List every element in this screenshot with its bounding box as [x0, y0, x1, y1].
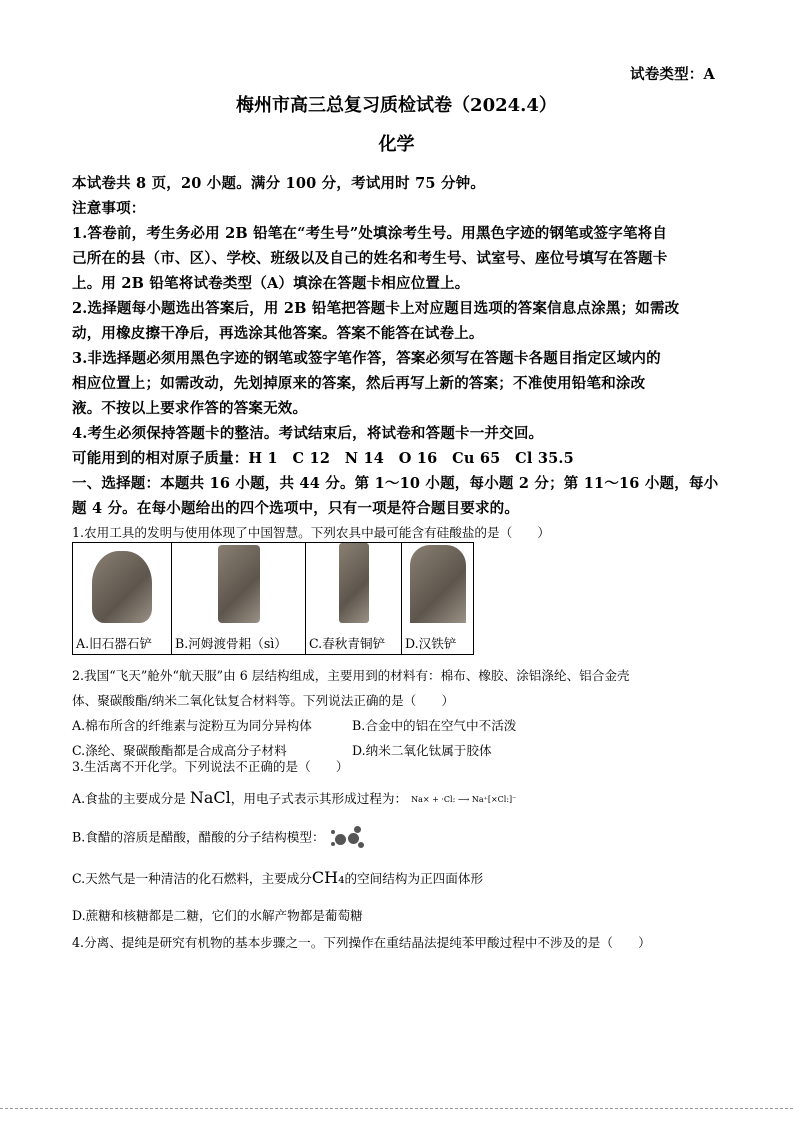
q3-option-a — [72, 788, 516, 807]
acetic-acid-model-icon — [329, 826, 389, 850]
bronze-shovel-image — [339, 543, 369, 623]
q1-option-c — [306, 543, 402, 655]
option-text: A.食盐的主要成分是 — [72, 791, 190, 806]
q3-option-d: D.蔗糖和核糖都是二糖，它们的水解产物都是葡萄糖 — [72, 908, 363, 923]
option-text: C.天然气是一种清洁的化石燃料，主要成分 — [72, 871, 312, 886]
q1-option-d — [402, 543, 474, 655]
option-text: B.食醋的溶质是醋酸，醋酸的分子结构模型： — [72, 829, 325, 845]
nacl-formula: NaCl — [189, 788, 231, 807]
q2-stem: 体、聚碳酸酯/纳米二氧化钛复合材料等。下列说法正确的是（ ） — [72, 693, 455, 708]
intro: 本试卷共 8 页，20 小题。满分 100 分，考试用时 75 分钟。 — [72, 175, 486, 192]
option-label: D.汉铁铲 — [405, 636, 457, 651]
option-text: ，用电子式表示其形成过程为： — [230, 791, 408, 806]
notice-line: 3.非选择题必须用黑色字迹的钢笔或签字笔作答，答案必须写在答题卡各题目指定区域内的 — [72, 350, 661, 367]
q2-option-d: D.纳米二氧化钛属于胶体 — [352, 743, 492, 758]
ch4-formula: CH₄ — [311, 868, 345, 887]
q2-option-a: A.棉布所含的纤维素与淀粉互为同分异构体 — [72, 718, 312, 733]
footer-divider — [0, 1108, 793, 1109]
option-label: C.春秋青铜铲 — [309, 636, 386, 651]
q1-stem: 1.农用工具的发明与使用体现了中国智慧。下列农具中最可能含有硅酸盐的是（ ） — [72, 525, 550, 540]
atomic-masses: 可能用到的相对原子质量：H 1 C 12 N 14 O 16 Cu 65 Cl 35.5 — [72, 450, 574, 467]
notice-line: 4.考生必须保持答题卡的整洁。考试结束后，将试卷和答题卡一并交回。 — [72, 425, 544, 442]
notice-line: 相应位置上；如需改动，先划掉原来的答案，然后再写上新的答案；不准使用铅笔和涂改 — [72, 375, 646, 392]
option-text: 的空间结构为正四面体形 — [344, 871, 484, 886]
section-heading: 一、选择题：本题共 16 小题，共 44 分。第 1～10 小题，每小题 2 分；第 11～16 小题，每小 — [72, 475, 719, 492]
notice-line: 上。用 2B 铅笔将试卷类型（A）填涂在答题卡相应位置上。 — [72, 275, 470, 292]
notice-line: 己所在的县（市、区）、学校、班级以及自己的姓名和考生号、试室号、座位号填写在答题卡 — [72, 250, 668, 267]
option-label: A.旧石器石铲 — [76, 636, 153, 651]
electron-formula-process: Na× + ·Cl: ⟶ Na⁺[×Cl:]⁻ — [411, 795, 517, 804]
q2-option-b: B.合金中的铝在空气中不活泼 — [352, 718, 517, 733]
subject-title: 化学 — [378, 134, 415, 155]
q3-option-b — [72, 826, 389, 850]
exam-title: 梅州市高三总复习质检试卷（2024.4） — [236, 95, 557, 116]
q1-option-b — [172, 543, 306, 655]
notice-line: 1.答卷前，考生务必用 2B 铅笔在“考生号”处填涂考生号。用黑色字迹的钢笔或签字笔将自 — [72, 225, 668, 242]
notice-line: 2.选择题每小题选出答案后，用 2B 铅笔把答题卡上对应题目选项的答案信息点涂黑；如需改 — [72, 300, 680, 317]
q2-option-c: C.涤纶、聚碳酸酯都是合成高分子材料 — [72, 743, 287, 758]
q4-stem: 4.分离、提纯是研究有机物的基本步骤之一。下列操作在重结晶法提纯苯甲酸过程中不涉及的是（ ） — [72, 935, 651, 950]
notice-line: 液。不按以上要求作答的答案无效。 — [72, 400, 308, 417]
iron-shovel-image — [410, 545, 466, 623]
q3-option-c — [72, 868, 483, 887]
notice-line: 动，用橡皮擦干净后，再选涂其他答案。答案不能答在试卷上。 — [72, 325, 484, 342]
q1-options-table — [72, 542, 474, 655]
notice-heading: 注意事项： — [72, 200, 146, 217]
option-label: B.河姆渡骨耜（sì） — [175, 636, 287, 651]
q1-option-a — [73, 543, 172, 655]
stone-shovel-image — [92, 551, 152, 623]
q2-stem: 2.我国“飞天”舱外“航天服”由 6 层结构组成，主要用到的材料有：棉布、橡胶、涂铝涤纶、铝合金壳 — [72, 668, 630, 683]
bone-si-image — [218, 545, 260, 623]
q3-stem: 3.生活离不开化学。下列说法不正确的是（ ） — [72, 759, 349, 774]
paper-type: 试卷类型：A — [630, 66, 715, 83]
section-heading: 题 4 分。在每小题给出的四个选项中，只有一项是符合题目要求的。 — [72, 500, 520, 517]
